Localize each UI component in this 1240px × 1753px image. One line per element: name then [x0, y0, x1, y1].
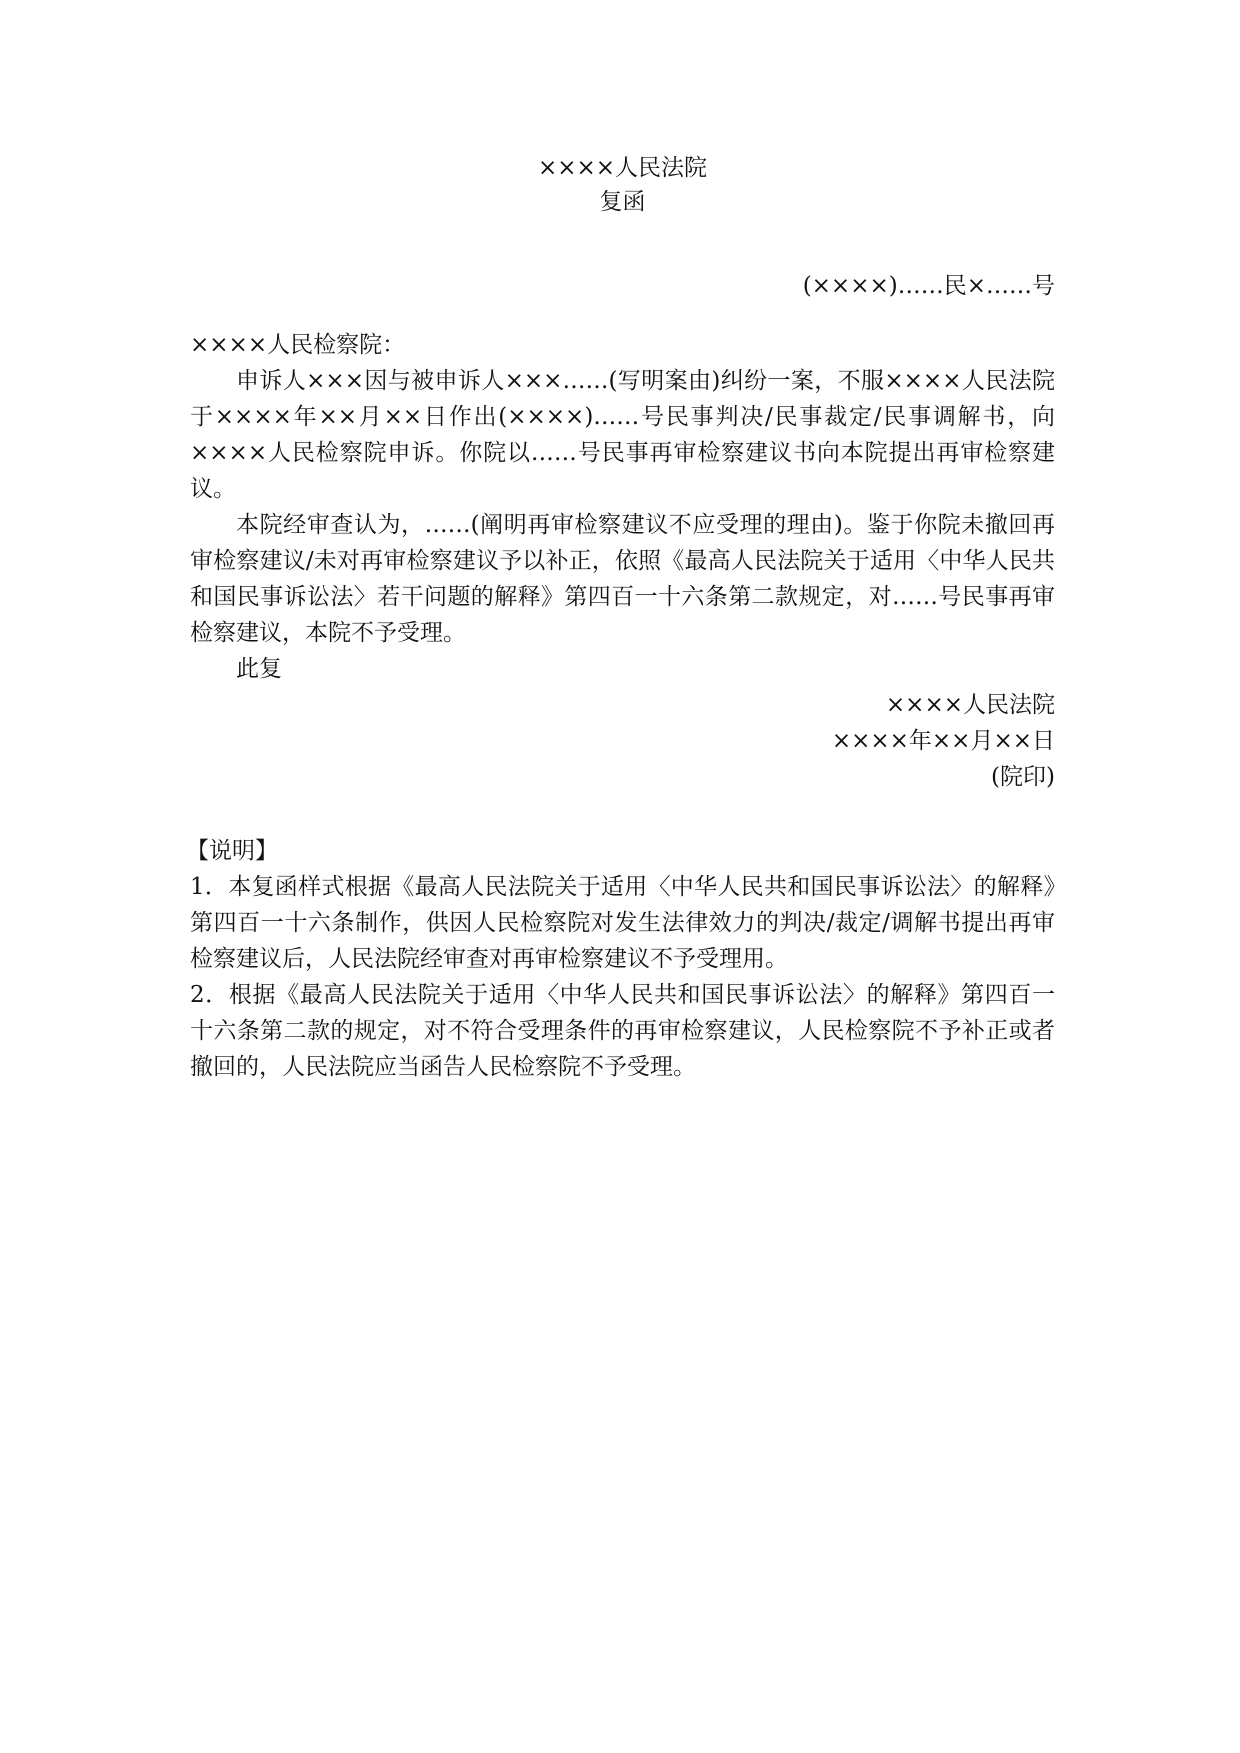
signature-date: ××××年××月××日 [831, 728, 1055, 754]
seal-note: (院印) [991, 764, 1055, 790]
notes-section [186, 833, 1055, 1085]
note-item-2: 2．根据《最高人民法院关于适用〈中华人民共和国民事诉讼法〉的解释》第四百一十六条第二款的规定，对不符合受理条件的再审检察建议，人民检察院不予补正或者撤回的，人民法院应当函告人民检察院不予受理。 [190, 982, 1055, 1080]
body-paragraph-2: 本院经审查认为，……(阐明再审检察建议不应受理的理由)。鉴于你院未撤回再审检察建议/未对再审检察建议予以补正，依照《最高人民法院关于适用〈中华人民共和国民事诉讼法〉若干问题的解释》第四百一十六条第二款规定，对……号民事再审检察建议，本院不予受理。 [190, 512, 1055, 646]
closing-phrase: 此复 [236, 656, 282, 682]
body-paragraph-1: 申诉人×××因与被申诉人×××……(写明案由)纠纷一案，不服××××人民法院于××××年××月××日作出(××××)……号民事判决/民事裁定/民事调解书，向××××人民检察院申诉。你院以……号民事再审检察建议书向本院提出再审检察建议。 [190, 368, 1055, 502]
document-body [186, 152, 1055, 1085]
document-type-title: 复函 [599, 189, 646, 215]
court-title: ××××人民法院 [537, 155, 708, 181]
signature-court: ××××人民法院 [885, 692, 1055, 718]
note-item-1: 1．本复函样式根据《最高人民法院关于适用〈中华人民共和国民事诉讼法〉的解释》第四百一十六条制作，供因人民检察院对发生法律效力的判决/裁定/调解书提出再审检察建议后，人民法院经审查对再审检察建议不予受理用。 [190, 874, 1055, 972]
addressee: ××××人民检察院： [190, 332, 406, 358]
case-number: (××××)……民×……号 [802, 273, 1055, 299]
notes-heading: 【说明】 [186, 838, 278, 864]
